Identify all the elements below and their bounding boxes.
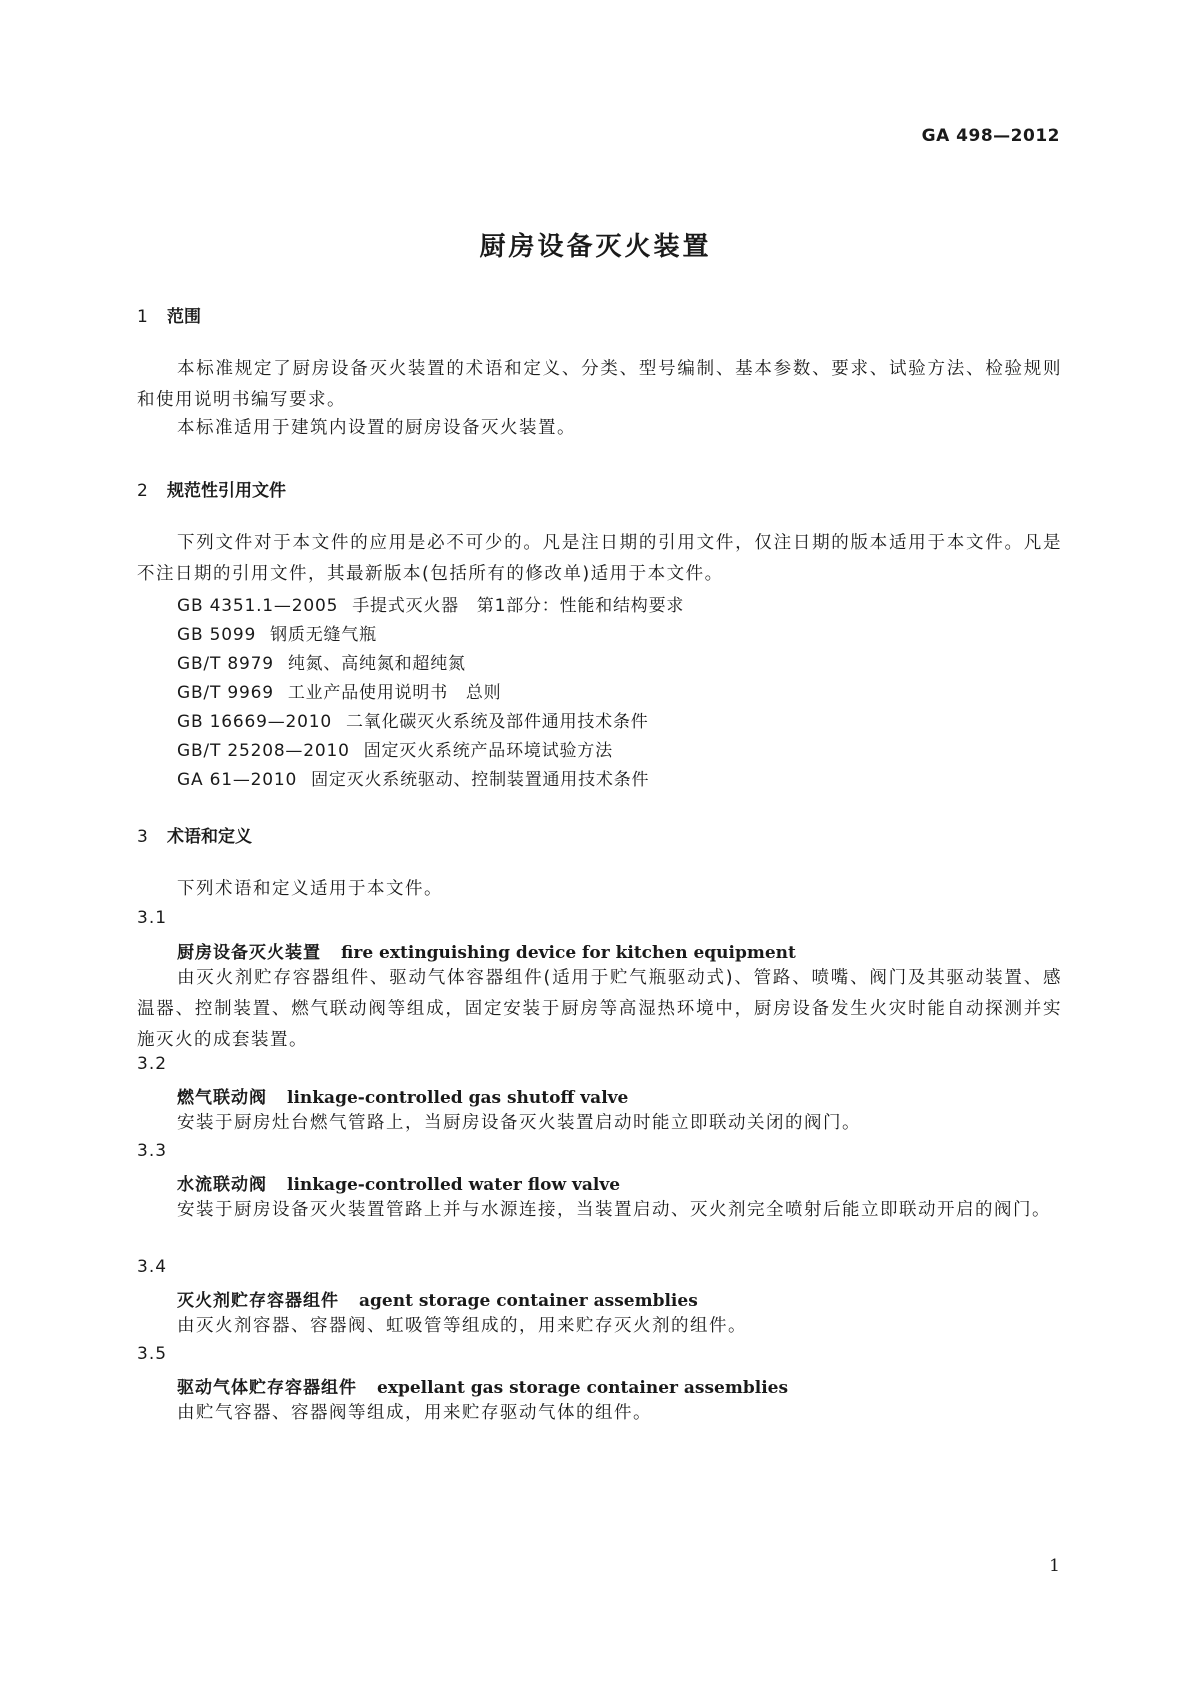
section-number: 1 [137,307,148,327]
reference-item [177,678,501,703]
scope-paragraph-1: 本标准规定了厨房设备灭火装置的术语和定义、分类、型号编制、基本参数、要求、试验方法、检验规则和使用说明书编写要求。 [137,359,1062,410]
reference-title: 固定灭火系统产品环境试验方法 [363,741,613,761]
terms-intro: 下列术语和定义适用于本文件。 [177,879,443,899]
term-zh: 驱动气体贮存容器组件 [177,1378,357,1398]
reference-code: GB 5099 [177,625,257,645]
term-number: 3.4 [137,1257,168,1277]
standard-code: GA 498—2012 [921,126,1060,146]
reference-title: 二氧化碳灭火系统及部件通用技术条件 [345,712,649,732]
term-heading [177,1373,788,1398]
term-heading [177,1286,698,1311]
section-3-heading [137,822,252,847]
reference-item [177,765,649,790]
reference-item [177,620,377,645]
reference-code: GB 16669—2010 [177,712,332,732]
term-en: fire extinguishing device for kitchen equipment [341,943,796,963]
section-1-heading [137,302,201,327]
term-zh: 水流联动阀 [177,1175,267,1195]
term-definition: 由灭火剂贮存容器组件、驱动气体容器组件(适用于贮气瓶驱动式)、管路、喷嘴、阀门及其驱动装置、感温器、控制装置、燃气联动阀等组成，固定安装于厨房等高湿热环境中，厨房设备发生火灾时能自动探测并实施灭火的成套装置。 [137,968,1062,1050]
reference-item [177,591,684,616]
reference-code: GB/T 8979 [177,654,274,674]
term-number: 3.5 [137,1344,168,1364]
references-intro: 下列文件对于本文件的应用是必不可少的。凡是注日期的引用文件，仅注日期的版本适用于本文件。凡是不注日期的引用文件，其最新版本(包括所有的修改单)适用于本文件。 [137,533,1062,584]
section-title: 术语和定义 [167,827,252,847]
reference-item [177,649,466,674]
term-definition: 安装于厨房灶台燃气管路上，当厨房设备灭火装置启动时能立即联动关闭的阀门。 [177,1113,861,1133]
section-title: 范围 [167,307,201,327]
scope-paragraph-2: 本标准适用于建筑内设置的厨房设备灭火装置。 [177,418,576,438]
term-heading [177,938,796,963]
term-en: expellant gas storage container assemblies [377,1378,789,1398]
term-heading [177,1083,628,1108]
term-en: agent storage container assemblies [359,1291,698,1311]
section-title: 规范性引用文件 [167,481,286,501]
reference-title: 纯氮、高纯氮和超纯氮 [287,654,466,674]
term-zh: 燃气联动阀 [177,1088,267,1108]
reference-code: GB/T 9969 [177,683,274,703]
reference-title: 固定灭火系统驱动、控制装置通用技术条件 [311,770,650,790]
term-en: linkage-controlled gas shutoff valve [287,1088,629,1108]
section-number: 2 [137,481,148,501]
reference-title: 工业产品使用说明书 总则 [287,683,502,703]
term-number: 3.1 [137,908,168,928]
reference-title: 钢质无缝气瓶 [270,625,377,645]
term-en: linkage-controlled water flow valve [287,1175,621,1195]
section-2-heading [137,476,286,501]
reference-item [177,736,613,761]
term-zh: 灭火剂贮存容器组件 [177,1291,339,1311]
term-number: 3.3 [137,1141,168,1161]
reference-code: GB/T 25208—2010 [177,741,350,761]
document-title: 厨房设备灭火装置 [479,232,712,262]
term-zh: 厨房设备灭火装置 [177,943,321,963]
reference-code: GB 4351.1—2005 [177,596,339,616]
reference-code: GA 61—2010 [177,770,298,790]
term-definition: 由贮气容器、容器阀等组成，用来贮存驱动气体的组件。 [177,1403,652,1423]
term-definition: 由灭火剂容器、容器阀、虹吸管等组成的，用来贮存灭火剂的组件。 [177,1316,747,1336]
section-number: 3 [137,827,148,847]
reference-title: 手提式灭火器 第1部分：性能和结构要求 [352,596,685,616]
term-number: 3.2 [137,1054,168,1074]
term-heading [177,1170,620,1195]
reference-item [177,707,649,732]
page-number: 1 [1049,1556,1060,1576]
term-definition: 安装于厨房设备灭火装置管路上并与水源连接，当装置启动、灭火剂完全喷射后能立即联动开启的阀门。 [177,1200,1051,1220]
